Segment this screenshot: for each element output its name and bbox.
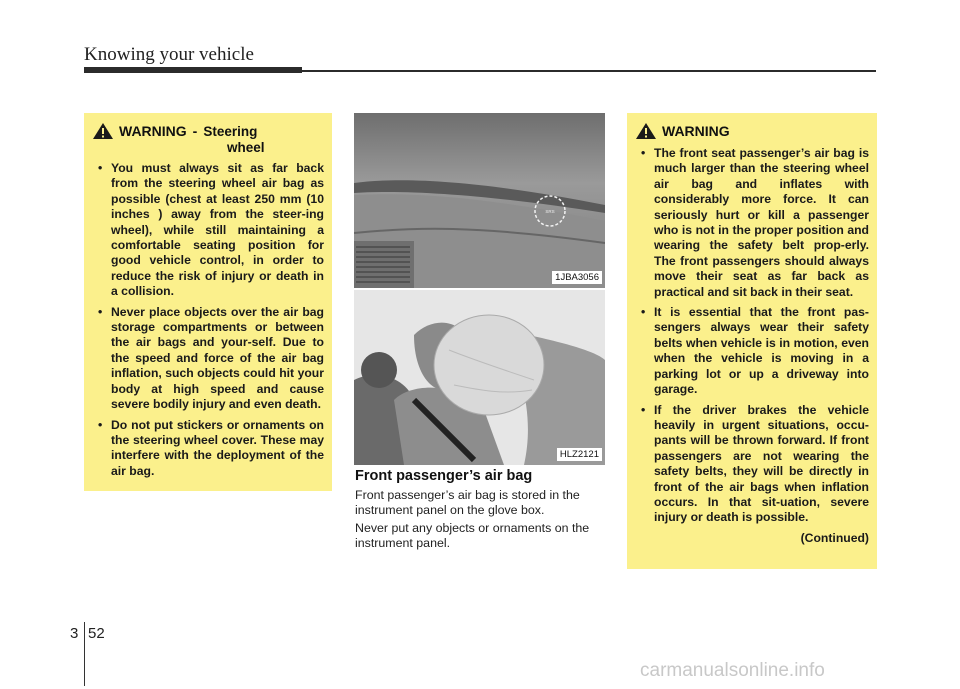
warning-heading (92, 123, 324, 155)
svg-text:SRS: SRS (545, 209, 555, 214)
page-number: 52 (88, 625, 105, 642)
warning-box-passenger-airbag (627, 113, 877, 569)
warning-list (92, 161, 324, 479)
page-header-title: Knowing your vehicle (84, 44, 254, 65)
warning-separator: - (192, 123, 198, 139)
warning-box-steering-wheel (84, 113, 332, 491)
warning-item: • The front seat passenger’s air bag is much larger than the steering wheel air bag and inflates with considerably more force. It can seriously hurt or kill a passenger who is not in the proper position and wearing the safety belt prop-erly. The front passengers should always move their seat as far back as practical and sit back in their seat. (635, 146, 869, 300)
warning-topic-line1: Steering (203, 124, 258, 139)
section-paragraph: Front passenger’s air bag is stored in the instrument panel on the glove box. (355, 488, 580, 518)
header-rule-thin (302, 70, 876, 72)
warning-label: WARNING (662, 123, 730, 139)
warning-item: • If the driver brakes the vehicle heavily in urgent situations, occu-pants will be thrown forward. If front passengers are not wearing the safety belts, they will be directly in front of the air bags when inflation occurs. In that sit-uation, severe injury or death is possible. (635, 403, 869, 526)
continued-note: (Continued) (800, 530, 869, 545)
instrument-panel-illustration (354, 113, 605, 288)
airbag-deployment-photo (354, 290, 605, 465)
instrument-panel-photo (354, 113, 605, 288)
warning-item: • Do not put stickers or ornaments on the steering wheel cover. These may interfere with the deployment of the air bag. (92, 418, 324, 480)
chapter-number: 3 (70, 625, 79, 642)
photo-code-label: HLZ2121 (557, 448, 602, 461)
warning-item: • Never place objects over the air bag storage compartments or between the air bags and your-self. Due to the speed and force of the air bag inflation, such objects could hit your body at high speed and cause severe bodily injury and even death. (92, 305, 324, 413)
warning-item: • You must always sit as far back from the steering wheel air bag as possible (chest at least 250 mm (10 inches ) away from the steer-ing wheel), while still maintaining a comfortable seating position for good vehicle control, in order to reduce the risk of injury or death in a collision. (92, 161, 324, 300)
warning-triangle-icon (92, 122, 114, 140)
warning-topic-line2: wheel (227, 140, 265, 155)
section-paragraph: Never put any objects or ornaments on the instrument panel. (355, 521, 590, 551)
footer-divider (84, 622, 85, 686)
warning-item: • It is essential that the front pas-sengers always wear their safety belts when vehicle is in motion, even when the vehicle is moving in a parking lot or up a driveway into garage. (635, 305, 869, 397)
header-rule-thick (84, 67, 302, 73)
airbag-deployment-illustration (354, 290, 605, 465)
warning-list (635, 146, 869, 526)
warning-triangle-icon (635, 122, 657, 140)
photo-code-label: 1JBA3056 (552, 271, 602, 284)
section-title: Front passenger’s air bag (355, 468, 533, 484)
warning-heading (635, 123, 869, 140)
watermark-text: carmanualsonline.info (640, 660, 825, 681)
warning-label: WARNING (119, 123, 187, 139)
